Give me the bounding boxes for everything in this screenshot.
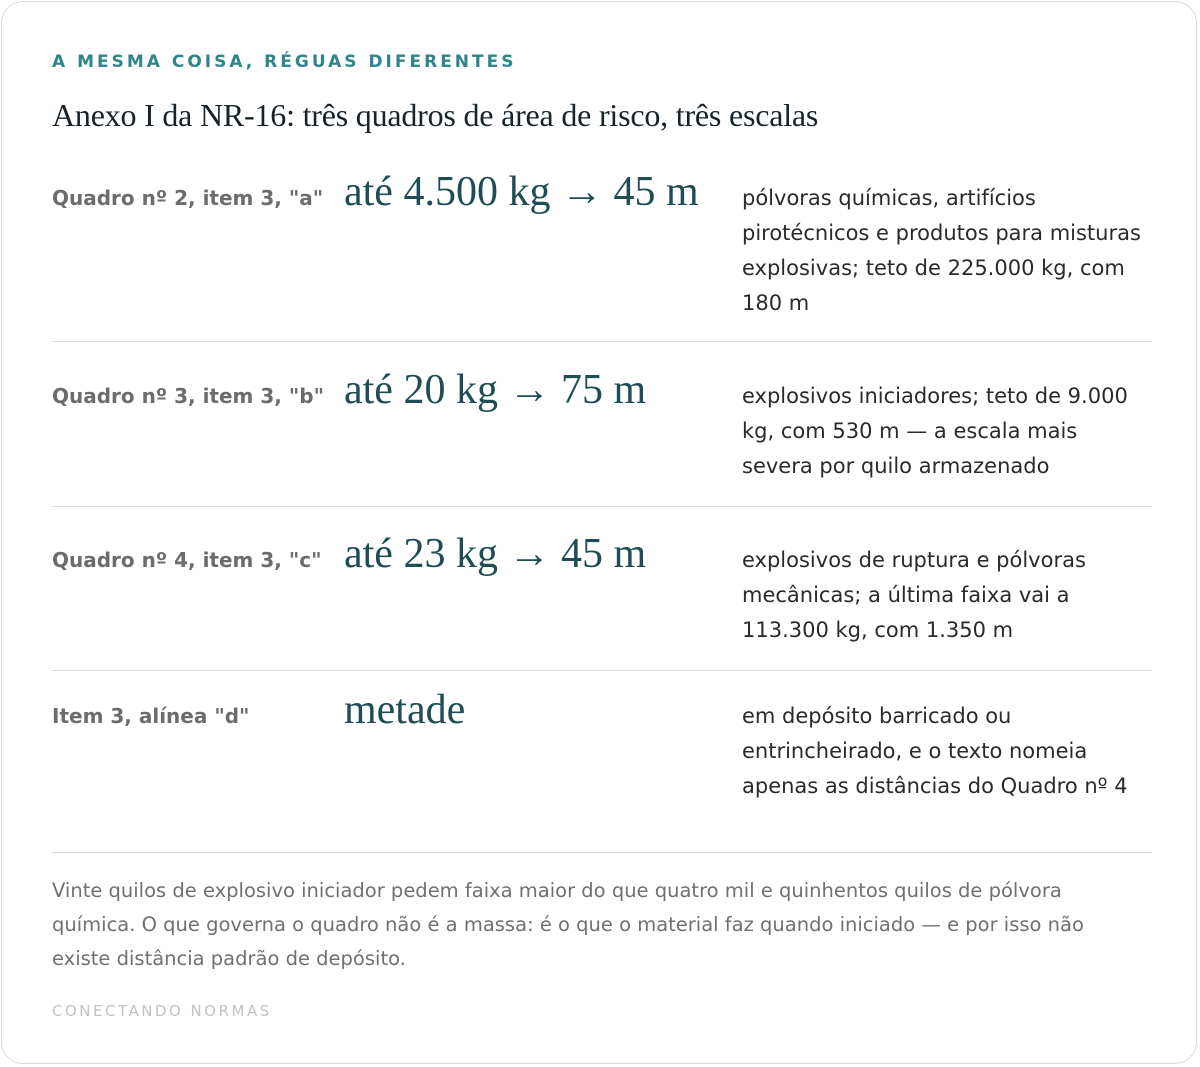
list-item bbox=[52, 507, 1152, 671]
row-description: explosivos iniciadores; teto de 9.000 kg, com 530 m — a escala mais severa por quilo armazenado bbox=[742, 384, 1128, 478]
row-description: em depósito barricado ou entrincheirado, e o texto nomeia apenas as distâncias do Quadro nº 4 bbox=[742, 704, 1128, 798]
row-description: explosivos de ruptura e pólvoras mecânicas; a última faixa vai a 113.300 kg, com 1.350 m bbox=[742, 548, 1086, 642]
row-value: até 4.500 kg → 45 m bbox=[344, 169, 699, 215]
row-description: pólvoras químicas, artifícios pirotécnicos e produtos para misturas explosivas; teto de 225.000 kg, com 180 m bbox=[742, 186, 1141, 315]
row-label: Item 3, alínea "d" bbox=[52, 704, 250, 728]
page-title: Anexo I da NR-16: três quadros de área de risco, três escalas bbox=[52, 97, 819, 133]
list-item bbox=[52, 671, 1152, 853]
list-item bbox=[52, 162, 1152, 342]
kicker: A MESMA COISA, RÉGUAS DIFERENTES bbox=[52, 52, 517, 72]
row-label: Quadro nº 2, item 3, "a" bbox=[52, 186, 324, 210]
row-value: até 23 kg → 45 m bbox=[344, 531, 647, 577]
row-label: Quadro nº 3, item 3, "b" bbox=[52, 384, 324, 408]
card bbox=[1, 1, 1197, 1064]
closing-note: Vinte quilos de explosivo iniciador pedem faixa maior do que quatro mil e quinhentos quilos de pólvora química. O que governa o quadro não é a massa: é o que o material faz quando iniciado — e por isso não existe distância padrão de depósito. bbox=[52, 879, 1084, 970]
row-value: até 20 kg → 75 m bbox=[344, 367, 647, 413]
footer-brand: CONECTANDO NORMAS bbox=[52, 1002, 272, 1020]
row-value: metade bbox=[344, 687, 466, 733]
comparison-list bbox=[52, 162, 1152, 853]
row-label: Quadro nº 4, item 3, "c" bbox=[52, 548, 322, 572]
list-item bbox=[52, 342, 1152, 507]
